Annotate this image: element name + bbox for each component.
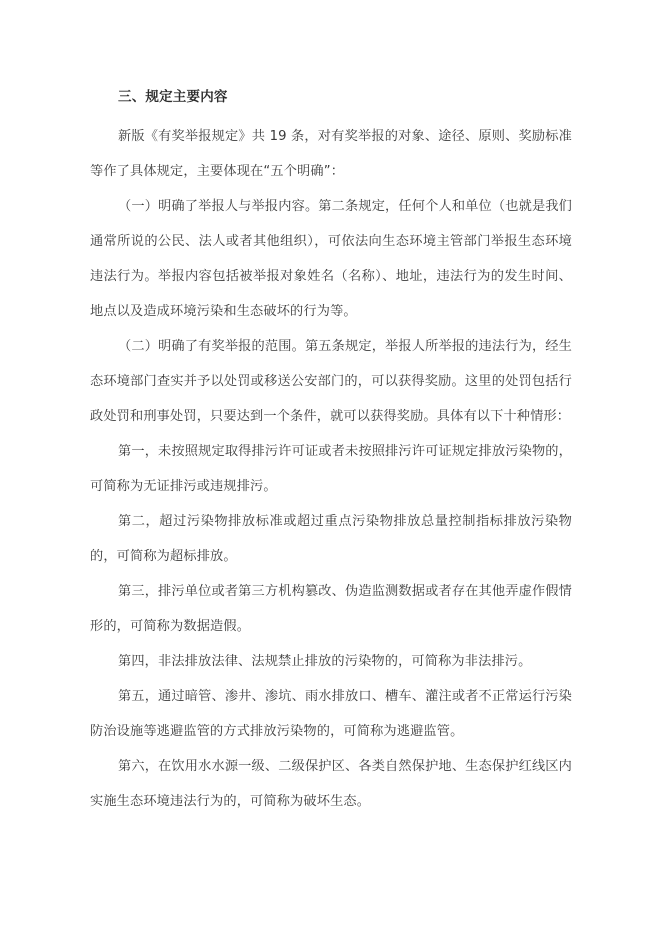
paragraph-case-fifth: 第五，通过暗管、渗井、渗坑、雨水排放口、槽车、灌注或者不正常运行污染防治设施等逃避监管的方式排放污染物的，可简称为逃避监管。 [90, 689, 572, 739]
paragraph-case-first: 第一，未按照规定取得排污许可证或者未按照排污许可证规定排放污染物的，可简称为无证排污或违规排污。 [90, 444, 572, 494]
document-body [90, 84, 572, 819]
paragraph-case-sixth: 第六，在饮用水水源一级、二级保护区、各类自然保护地、生态保护红线区内实施生态环境违法行为的，可简称为破坏生态。 [90, 759, 572, 809]
paragraph-intro: 新版《有奖举报规定》共 19 条，对有奖举报的对象、途径、原则、奖励标准等作了具体规定，主要体现在“五个明确”： [90, 129, 572, 179]
paragraph-item-two: （二）明确了有奖举报的范围。第五条规定，举报人所举报的违法行为，经生态环境部门查实并予以处罚或移送公安部门的，可以获得奖励。这里的处罚包括行政处罚和刑事处罚，只要达到一个条件，就可以获得奖励。具体有以下十种情形： [90, 339, 572, 424]
paragraph-case-fourth: 第四，非法排放法律、法规禁止排放的污染物的，可简称为非法排污。 [118, 654, 532, 669]
section-heading: 三、规定主要内容 [118, 89, 228, 105]
paragraph-case-third: 第三，排污单位或者第三方机构篡改、伪造监测数据或者存在其他弄虚作假情形的，可简称为数据造假。 [90, 584, 572, 634]
paragraph-item-one: （一）明确了举报人与举报内容。第二条规定，任何个人和单位（也就是我们通常所说的公民、法人或者其他组织），可依法向生态环境主管部门举报生态环境违法行为。举报内容包括被举报对象姓名（名称）、地址，违法行为的发生时间、地点以及造成环境污染和生态破坏的行为等。 [90, 199, 572, 319]
paragraph-case-second: 第二，超过污染物排放标准或超过重点污染物排放总量控制指标排放污染物的，可简称为超标排放。 [90, 514, 572, 564]
